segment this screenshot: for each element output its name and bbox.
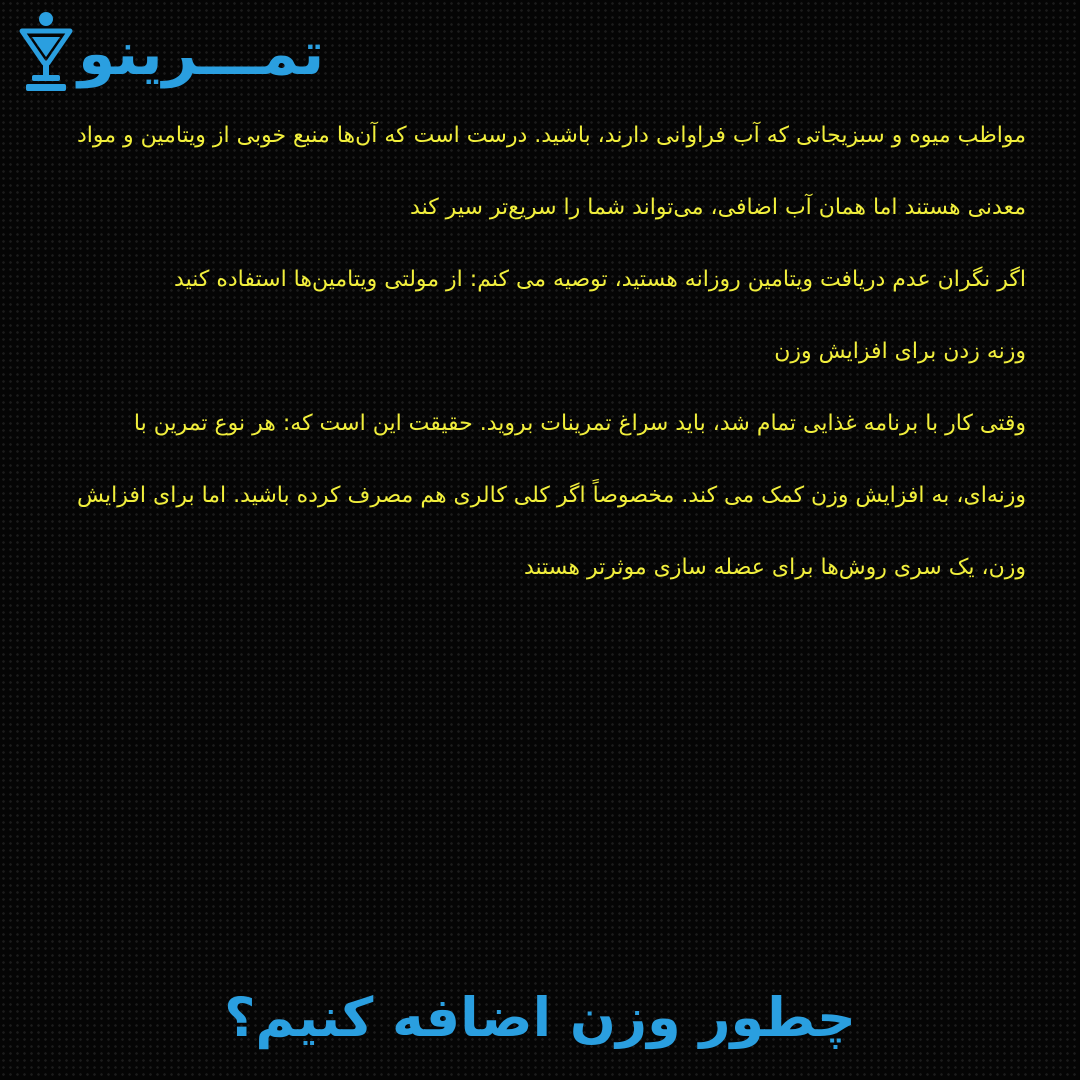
- paragraph-weight-training: وقتی کار با برنامه غذایی تمام شد، باید سراغ تمرینات بروید. حقیقت این است که: هر نوع تمرین با وزنه‌ای، به افزایش وزن کمک می کند. مخصوصاً اگر کلی کالری هم مصرف کرده باشید. اما برای افزایش وزن، یک سری روش‌ها برای عضله سازی موثرتر هستند: [76, 411, 1026, 580]
- article-body: [58, 100, 1026, 604]
- section-heading-weight-training: وزنه زدن برای افزایش وزن: [774, 339, 1026, 364]
- footer-title: چطور وزن اضافه کنیم؟: [224, 986, 856, 1049]
- trophy-cup-icon: [18, 11, 74, 97]
- paragraph-multivitamin: اگر نگران عدم دریافت ویتامین روزانه هستید، توصیه می کنم: از مولتی ویتامین‌ها استفاده کنید: [174, 267, 1026, 292]
- brand-name: تمـــرینو: [78, 19, 325, 89]
- paragraph-watery-foods: مواظب میوه و سبزیجاتی که آب فراوانی دارند، باشید. درست است که آن‌ها منبع خوبی از ویتامین و مواد معدنی هستند اما همان آب اضافی، می‌تواند شما را سریع‌تر سیر کند: [76, 123, 1026, 220]
- brand-logo: [18, 8, 438, 100]
